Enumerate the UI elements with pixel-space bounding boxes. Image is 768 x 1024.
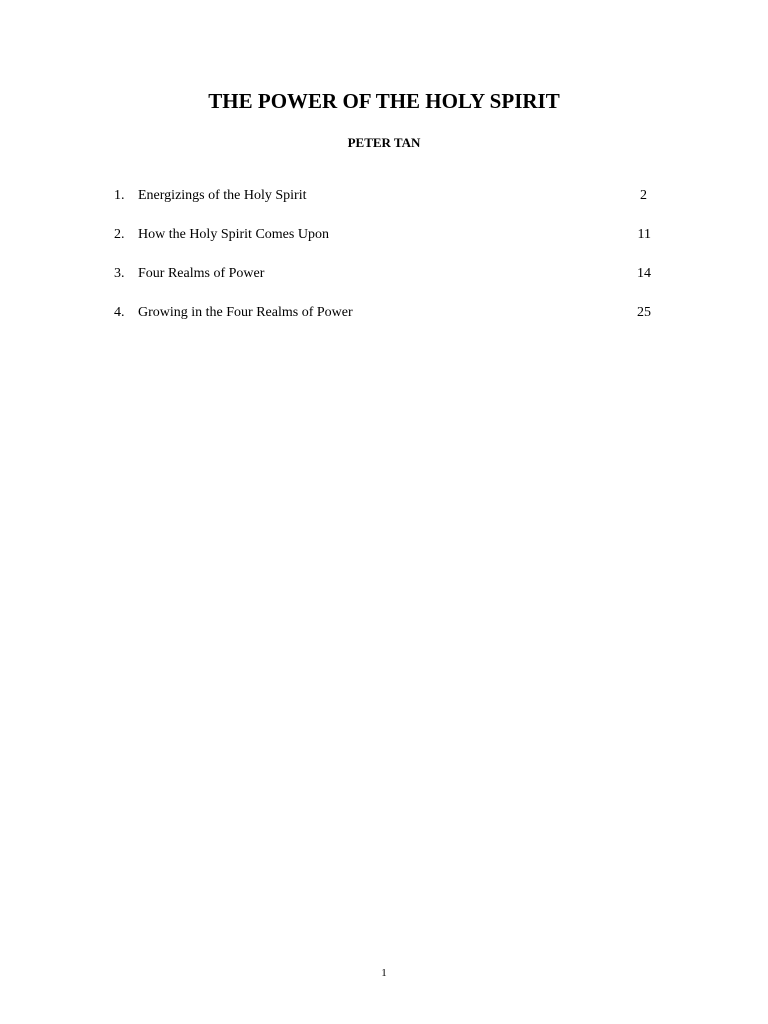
document-title: THE POWER OF THE HOLY SPIRIT [208,89,560,113]
toc-entry-page: 11 [637,227,651,242]
toc-entry-title: How the Holy Spirit Comes Upon [138,227,329,242]
toc-entry-number: 1. [114,188,125,203]
toc-entry-page: 14 [637,266,651,281]
toc-entry-number: 2. [114,227,125,242]
toc-entry [114,225,654,264]
toc-entry-title: Energizings of the Holy Spirit [138,188,307,203]
toc-entry-number: 3. [114,266,125,281]
toc-entry-page: 25 [637,305,651,320]
table-of-contents [114,186,654,342]
document-author: PETER TAN [347,135,421,150]
page-number: 1 [381,967,387,979]
toc-entry [114,303,654,342]
toc-entry [114,186,654,225]
toc-entry [114,264,654,303]
toc-entry-title: Four Realms of Power [138,266,265,281]
toc-entry-number: 4. [114,305,125,320]
toc-entry-page: 2 [640,188,647,203]
toc-entry-title: Growing in the Four Realms of Power [138,305,353,320]
